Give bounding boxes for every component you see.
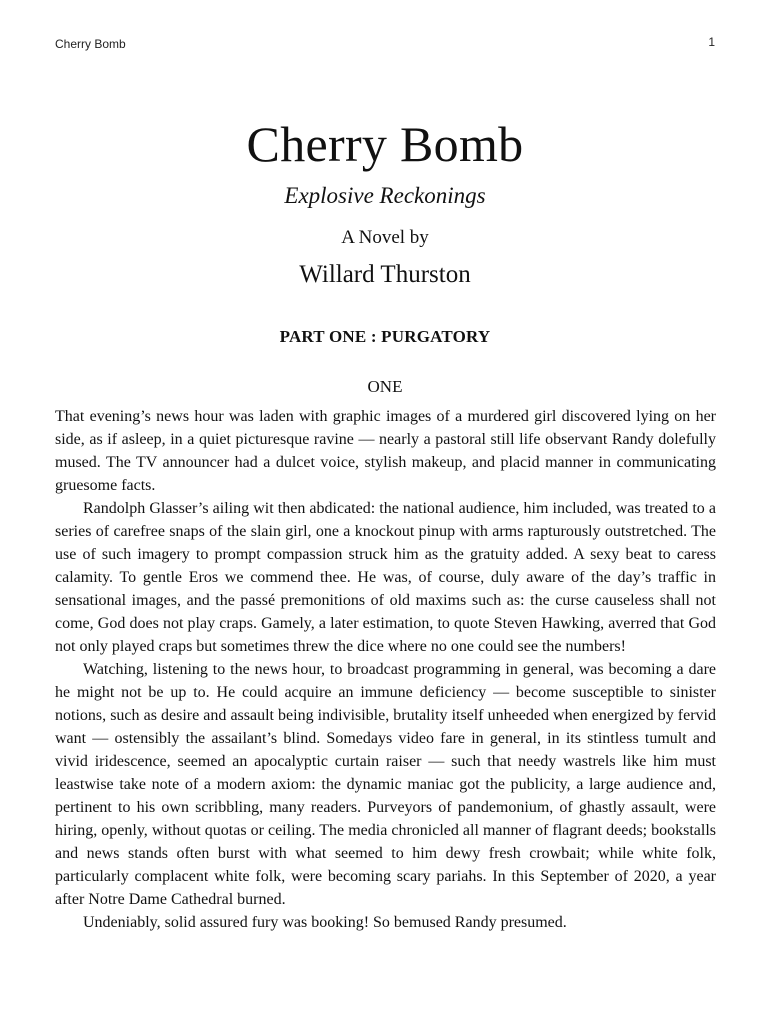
paragraph: Watching, listening to the news hour, to broadcast programming in general, was becoming a dare he might not be up to. He could acquire an immune deficiency — become susceptible to sinister notions, such as desire and assault being indivisible, brutality itself unheeded when energized by fervid want — ostensibly the assailant’s blind. Somedays video fare in general, in its stintless tumult and vivid iridescence, seemed an apocalyptic curtain raiser — such that needy wastrels like him must leastwise take note of a modern axiom: the dynamic maniac got the publicity, a large audience and, pertinent to his own scribbling, many readers. Purveyors of pandemonium, of ghastly assault, were hiring, openly, without quotas or ceiling. The media chronicled all manner of flagrant deeds; bookstalls and news stands often burst with what seemed to him dewy fresh crowbait; while white folk, particularly complacent white folk, were becoming scary pariahs. In this September of 2020, a year after Notre Dame Cathedral burned.: [55, 661, 716, 908]
book-subtitle: Explosive Reckonings: [284, 183, 486, 208]
book-title: Cherry Bomb: [246, 116, 524, 172]
author-name: Willard Thurston: [299, 261, 471, 288]
running-header-title: Cherry Bomb: [55, 37, 126, 51]
paragraph: Undeniably, solid assured fury was booking! So bemused Randy presumed.: [83, 914, 567, 931]
paragraph: That evening’s news hour was laden with graphic images of a murdered girl discovered lying on her side, as if asleep, in a quiet picturesque ravine — nearly a pastoral still life observant Randy dolefully mused. The TV announcer had a dulcet voice, stylish makeup, and placid manner in communicating gruesome facts.: [55, 408, 716, 494]
byline: A Novel by: [341, 227, 429, 248]
title-block: [0, 112, 770, 292]
paragraph: Randolph Glasser’s ailing wit then abdicated: the national audience, him included, was treated to a series of carefree snaps of the slain girl, one a knockout pinup with arms rapturously outstretched. The use of such imagery to prompt compassion struck him as the gratuity added. A sexy beat to caress calamity. To gentle Eros we commend thee. He was, of course, duly aware of the day’s traffic in sensational images, and the passé premonitions of old maxims such as: the curse causeless shall not come, God does not play craps. Gamely, a later estimation, to quote Steven Hawking, averred that God not only played craps but sometimes threw the dice where no one could see the numbers!: [55, 500, 716, 655]
page-number: 1: [708, 35, 715, 49]
part-heading: PART ONE : PURGATORY: [279, 327, 491, 346]
body-text: [55, 405, 716, 934]
chapter-heading: ONE: [367, 377, 403, 396]
